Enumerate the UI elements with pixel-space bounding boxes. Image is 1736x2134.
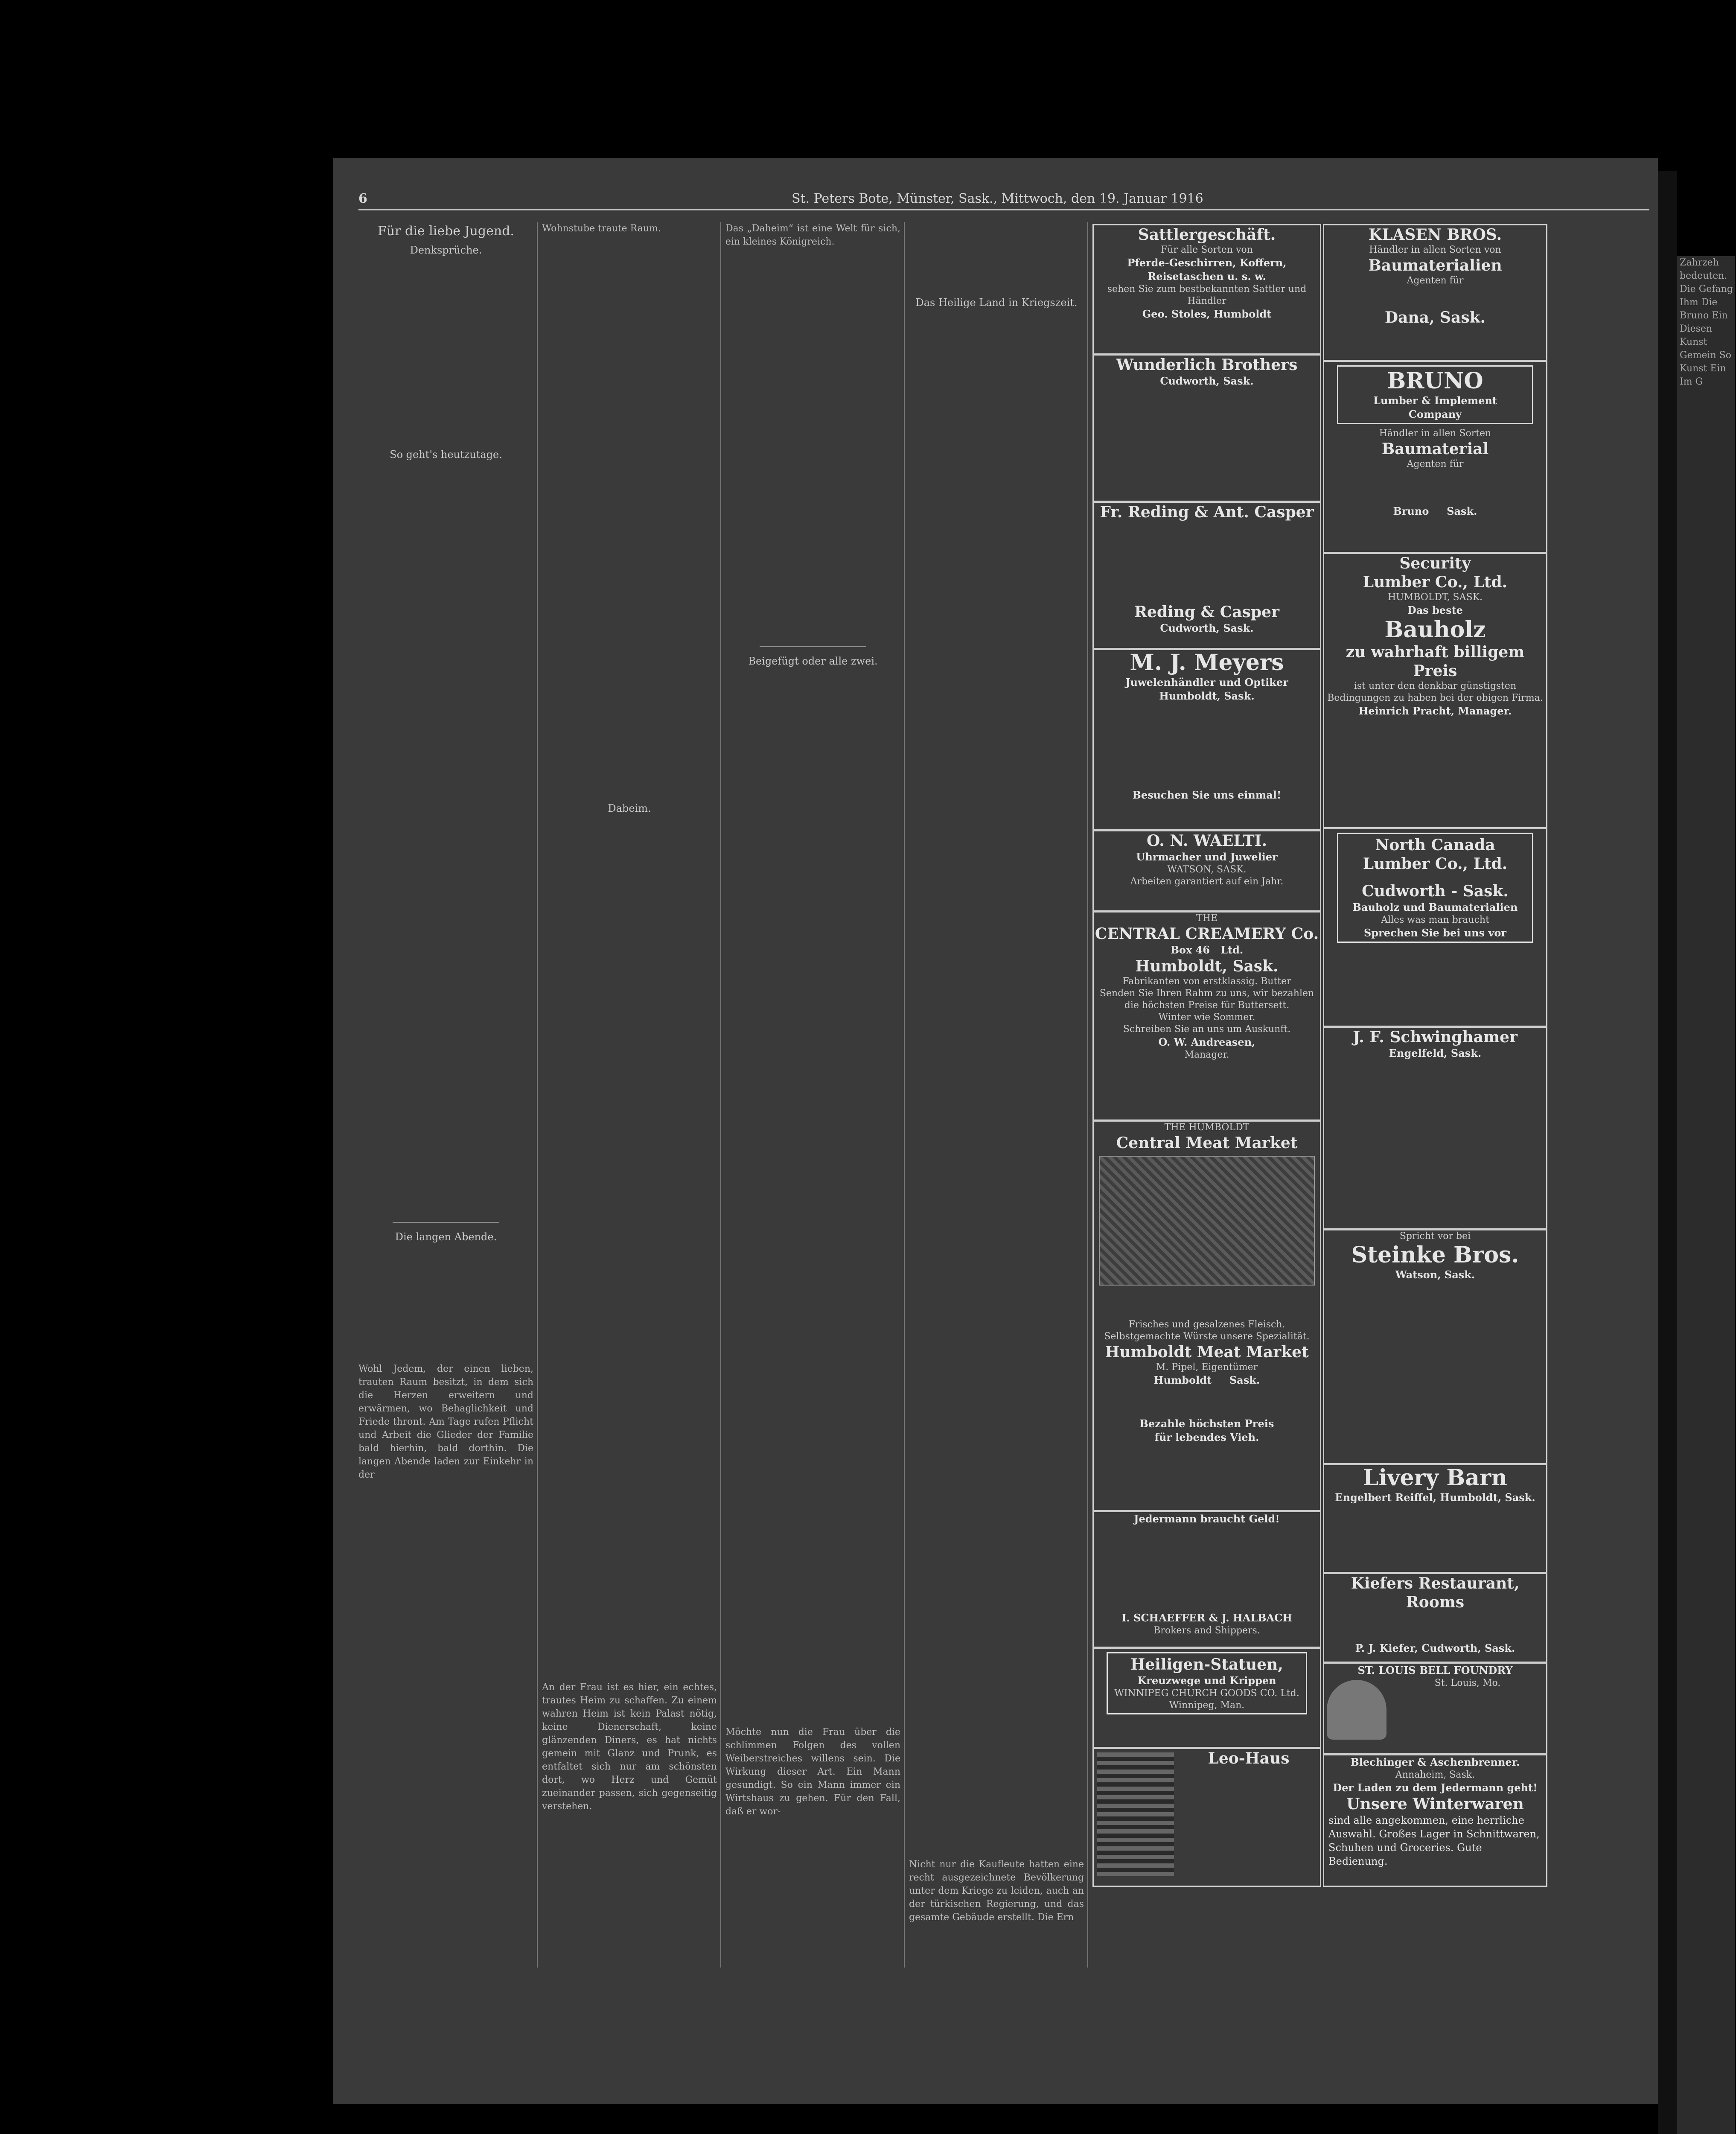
ad-blechinger-title: Blechinger & Aschenbrenner.: [1350, 1756, 1520, 1768]
col1-section-2: So geht's heutzutage.: [390, 449, 502, 461]
column-2: [542, 222, 717, 1963]
ad-sattler-title: Sattlergeschäft.: [1138, 226, 1276, 244]
ad-meyers-place: Humboldt, Sask.: [1159, 690, 1255, 702]
ad-meyers: [1092, 649, 1321, 831]
ad-meat-price1: Bezahle höchsten Preis: [1139, 1417, 1274, 1430]
column-rule: [720, 222, 721, 1968]
col2-section: Dabeim.: [608, 802, 651, 814]
ad-northcanada-title1: North Canada: [1375, 836, 1495, 854]
ad-security-manager: Heinrich Pracht, Manager.: [1358, 705, 1512, 717]
ad-klasen: [1323, 224, 1547, 361]
ad-north-canada: [1323, 828, 1547, 1027]
ad-kiefer-footer: P. J. Kiefer, Cudworth, Sask.: [1355, 1642, 1515, 1654]
ad-meat-price2: für lebendes Vieh.: [1154, 1431, 1259, 1443]
ad-meat-owner: M. Pipel, Eigentümer: [1156, 1362, 1258, 1373]
col1-closing: Wohl Jedem, der einen lieben, trauten Raum besitzt, in dem sich die Herzen erweitern und erwärmen, wo Behaglichkeit und Friede thront. Am Tage rufen Pflicht und Arbeit die Glieder der Familie bald hierhin, bald dorthin. Die langen Abende laden zur Einkehr in der: [358, 1364, 533, 1480]
page-header: [358, 191, 1649, 208]
ad-blechinger-main: Unsere Winterwaren: [1346, 1795, 1524, 1813]
ad-blechinger: [1323, 1754, 1547, 1887]
ad-statuen-addr: Winnipeg, Man.: [1169, 1700, 1245, 1711]
ad-schwinghamer: [1323, 1026, 1547, 1230]
newspaper-page: [333, 158, 1658, 2104]
ad-reding-casper: [1092, 501, 1321, 649]
ad-meat-place-left: Humboldt: [1153, 1374, 1212, 1386]
ad-reding-footer: Reding & Casper: [1134, 603, 1279, 621]
ad-reding-place: Cudworth, Sask.: [1160, 622, 1254, 634]
ad-steinke: [1323, 1229, 1547, 1464]
ad-steinke-pre: Spricht vor bei: [1399, 1231, 1471, 1242]
ad-kiefer-title: Kiefers Restaurant, Rooms: [1351, 1574, 1520, 1611]
ad-waelti-place: WATSON, SASK.: [1167, 864, 1247, 875]
ad-meat-line1: Frisches und gesalzenes Fleisch. Selbstgemachte Würste unsere Spezialität.: [1104, 1319, 1310, 1342]
ad-livery-place: Engelbert Reiffel, Humboldt, Sask.: [1335, 1491, 1535, 1504]
ad-security-main: Bauholz: [1384, 617, 1486, 643]
col2-faded-text-2: [542, 821, 717, 1675]
ad-statuen-title: Heiligen-Statuen,: [1130, 1656, 1283, 1673]
ad-blechinger-place: Annaheim, Sask.: [1395, 1770, 1475, 1780]
ad-sattler: [1092, 224, 1321, 355]
ad-klasen-agents: Agenten für: [1407, 275, 1464, 286]
ad-security-place: HUMBOLDT, SASK.: [1388, 592, 1483, 603]
ad-northcanada-place: Cudworth - Sask.: [1362, 882, 1509, 900]
ad-northcanada-line1: Bauholz und Baumaterialien: [1352, 901, 1518, 913]
ad-security-line2: zu wahrhaft billigem Preis: [1346, 643, 1525, 680]
ad-reding-title: Fr. Reding & Ant. Casper: [1100, 503, 1314, 521]
ad-schwinghamer-title: J. F. Schwinghamer: [1353, 1028, 1518, 1046]
col1-heading: Für die liebe Jugend.: [378, 224, 514, 239]
ad-sattler-line1: Für alle Sorten von: [1161, 245, 1253, 255]
col1-faded-text: [358, 263, 533, 442]
adjacent-page-strip: Zahrzeh bedeuten. Die Gefang Ihm Die Bruno Ein Diesen Kunst Gemein So Kunst Ein Im G: [1677, 256, 1735, 2134]
ad-creamery-line2: Senden Sie Ihren Rahm zu uns, wir bezahlen die höchsten Preise für Buttersett.: [1099, 988, 1314, 1011]
column-rule: [537, 222, 538, 1968]
ad-klasen-place: Dana, Sask.: [1384, 309, 1486, 327]
ad-statuen-firm: WINNIPEG CHURCH GOODS CO. Ltd.: [1114, 1688, 1299, 1699]
ad-sattler-line3: sehen Sie zum bestbekannten Sattler und Händler: [1107, 284, 1307, 306]
ad-creamery-ltd: Ltd.: [1220, 944, 1244, 956]
ad-meat-title: Central Meat Market: [1116, 1134, 1298, 1152]
ad-statuen: [1092, 1647, 1321, 1748]
col4-faded-text-2: [909, 315, 1084, 1852]
ad-meyers-tagline: Besuchen Sie uns einmal!: [1132, 789, 1282, 801]
ad-blechinger-body: sind alle angekommen, eine herrliche Auswahl. Großes Lager in Schnittwaren, Schuhen und Groceries. Gute Bedienung.: [1328, 1814, 1540, 1867]
ad-creamery-line4: Schreiben Sie an uns um Auskunft.: [1123, 1024, 1291, 1035]
ad-creamery-line3: Winter wie Sommer.: [1158, 1012, 1255, 1023]
ad-northcanada-tagline: Sprechen Sie bei uns vor: [1363, 927, 1507, 939]
ad-meyers-subtitle: Juwelenhändler und Optiker: [1125, 676, 1288, 688]
ad-security-title1: Security: [1399, 554, 1471, 572]
ad-bruno-place-right: Sask.: [1447, 505, 1477, 517]
ad-creamery-pre: THE: [1196, 913, 1218, 924]
ad-geld-sub: Brokers and Shippers.: [1153, 1625, 1260, 1636]
ad-wunderlich: [1092, 354, 1321, 502]
ad-creamery-title: CENTRAL CREAMERY Co.: [1095, 925, 1319, 943]
ad-security-line3: ist unter den denkbar günstigsten Bedingungen zu haben bei der obigen Firma.: [1327, 681, 1543, 703]
ad-livery-title: Livery Barn: [1363, 1465, 1508, 1491]
col1-faded-text-2: [358, 467, 533, 1214]
ad-geld-footer: I. SCHAEFFER & J. HALBACH: [1121, 1612, 1292, 1624]
ad-waelti-subtitle: Uhrmacher und Juwelier: [1136, 851, 1278, 863]
ad-creamery-manager: O. W. Andreasen,: [1158, 1036, 1255, 1048]
col1-section-1: Denksprüche.: [410, 244, 482, 256]
col2-lead: Wohnstube traute Raum.: [542, 223, 661, 234]
ad-st-louis-bell: [1323, 1662, 1547, 1755]
ad-bruno-sub3: Händler in allen Sorten: [1379, 428, 1491, 439]
col2-closing: An der Frau ist es hier, ein echtes, trautes Heim zu schaffen. Zu einem wahren Heim ist kein Palast nötig, keine Dienerschaft, keine glänzenden Diners, es hat nichts gemein mit Glanz und Prunk, es entfaltet sich nur am schönsten dort, wo Herz und Gemüt zueinander passen, sich gegenseitig verstehen.: [542, 1682, 717, 1812]
masthead: St. Peters Bote, Münster, Sask., Mittwoch, den 19. Januar 1916: [792, 191, 1203, 206]
ad-bruno: [1323, 361, 1547, 553]
column-1: [358, 222, 533, 1963]
col3-closing: Möchte nun die Frau über die schlimmen Folgen des vollen Weiberstreiches willens sein. Die Wirkung dieser Art. Ein Mann gesundigt. So ein Mann immer ein Wirtshaus zu gehen. Für den Fall, daß er wor-: [725, 1727, 900, 1817]
ad-bruno-main: Baumaterial: [1381, 440, 1489, 458]
page-number: 6: [358, 191, 367, 206]
ad-blechinger-tagline: Der Laden zu dem Jedermann geht!: [1333, 1781, 1538, 1794]
column-rule: [1087, 222, 1088, 1968]
ad-northcanada-title2: Lumber Co., Ltd.: [1363, 855, 1508, 873]
ad-steinke-title: Steinke Bros.: [1351, 1242, 1519, 1268]
col3-faded-text: [725, 254, 900, 638]
bell-icon: [1327, 1680, 1386, 1740]
ad-kiefer: [1323, 1573, 1547, 1663]
ad-meat-place-right: Sask.: [1229, 1374, 1260, 1386]
col1-faded-text-3: [358, 1250, 533, 1356]
col3-faded-text-2: [725, 674, 900, 1720]
ad-meat-footer: Humboldt Meat Market: [1105, 1343, 1309, 1361]
ad-klasen-main: Baumaterialien: [1368, 257, 1502, 274]
ad-geld: [1092, 1511, 1321, 1648]
ad-schwinghamer-place: Engelfeld, Sask.: [1389, 1047, 1482, 1059]
col1-divider: [393, 1222, 499, 1223]
ad-creamery-box: Box 46: [1170, 944, 1210, 956]
ad-creamery-place: Humboldt, Sask.: [1135, 957, 1279, 975]
ad-creamery-line1: Fabrikanten von erstklassig. Butter: [1122, 976, 1291, 987]
header-rule: [358, 209, 1649, 210]
leohaus-building-image: [1097, 1752, 1174, 1876]
ad-sattler-name: Geo. Stoles, Humboldt: [1142, 308, 1272, 320]
ad-security-title2: Lumber Co., Ltd.: [1363, 573, 1508, 591]
column-rule: [904, 222, 905, 1968]
ad-bruno-agents: Agenten für: [1407, 459, 1464, 469]
ad-creamery-manager-title: Manager.: [1184, 1050, 1229, 1060]
ad-bruno-title: BRUNO: [1387, 368, 1483, 394]
ad-geld-title: Jedermann braucht Geld!: [1134, 1513, 1280, 1525]
ad-leohaus: [1092, 1748, 1321, 1887]
ad-livery: [1323, 1464, 1547, 1573]
ad-waelti-tagline: Arbeiten garantiert auf ein Jahr.: [1130, 876, 1284, 887]
ad-central-creamery: [1092, 911, 1321, 1121]
ad-security-lumber: [1323, 553, 1547, 828]
ad-leohaus-title: Leo-Haus: [1208, 1749, 1290, 1767]
ad-klasen-sub: Händler in allen Sorten von: [1369, 245, 1501, 255]
ad-bruno-sub2: Company: [1408, 408, 1462, 420]
meat-market-illustration: [1099, 1156, 1315, 1286]
ad-statuen-subtitle: Kreuzwege und Krippen: [1137, 1674, 1276, 1687]
col2-faded-text: [542, 241, 717, 796]
ad-klasen-title: KLASEN BROS.: [1368, 226, 1502, 244]
col3-divider: [760, 646, 866, 647]
column-3: [725, 222, 900, 1963]
col1-section-3: Die langen Abende.: [395, 1231, 497, 1243]
ad-bruno-sub1: Lumber & Implement: [1373, 394, 1497, 407]
col4-closing: Nicht nur die Kaufleute hatten eine recht ausgezeichnete Bevölkerung unter dem Kriege zu leiden, auch an der türkischen Regierung, und das gesamte Gebäude erstellt. Die Ern: [909, 1859, 1084, 1923]
ad-wunderlich-place: Cudworth, Sask.: [1160, 375, 1254, 387]
ad-northcanada-line2: Alles was man braucht: [1381, 915, 1489, 925]
ad-waelti: [1092, 830, 1321, 912]
column-4: [909, 222, 1084, 1963]
ad-bruno-place-left: Bruno: [1393, 505, 1429, 517]
ad-stlouis-place: St. Louis, Mo.: [1434, 1678, 1501, 1688]
page-edge-shadow: [1658, 171, 1677, 2134]
ad-security-line1: Das beste: [1407, 604, 1463, 616]
ad-meyers-title: M. J. Meyers: [1130, 650, 1284, 676]
ad-steinke-place: Watson, Sask.: [1395, 1268, 1475, 1281]
ad-wunderlich-title: Wunderlich Brothers: [1116, 356, 1298, 374]
col4-faded-text: [909, 222, 1084, 290]
ad-waelti-title: O. N. WAELTI.: [1146, 832, 1267, 850]
col4-section: Das Heilige Land in Kriegszeit.: [915, 297, 1078, 309]
ad-meat-market: [1092, 1120, 1321, 1511]
ad-meat-pre: THE HUMBOLDT: [1164, 1122, 1250, 1133]
ad-sattler-line2: Pferde-Geschirren, Koffern, Reisetaschen u. s. w.: [1127, 257, 1287, 283]
ad-stlouis-title: ST. LOUIS BELL FOUNDRY: [1357, 1664, 1513, 1676]
col3-lead: Das „Daheim“ ist eine Welt für sich, ein kleines Königreich.: [725, 223, 900, 247]
col3-section: Beigefügt oder alle zwei.: [748, 655, 878, 667]
